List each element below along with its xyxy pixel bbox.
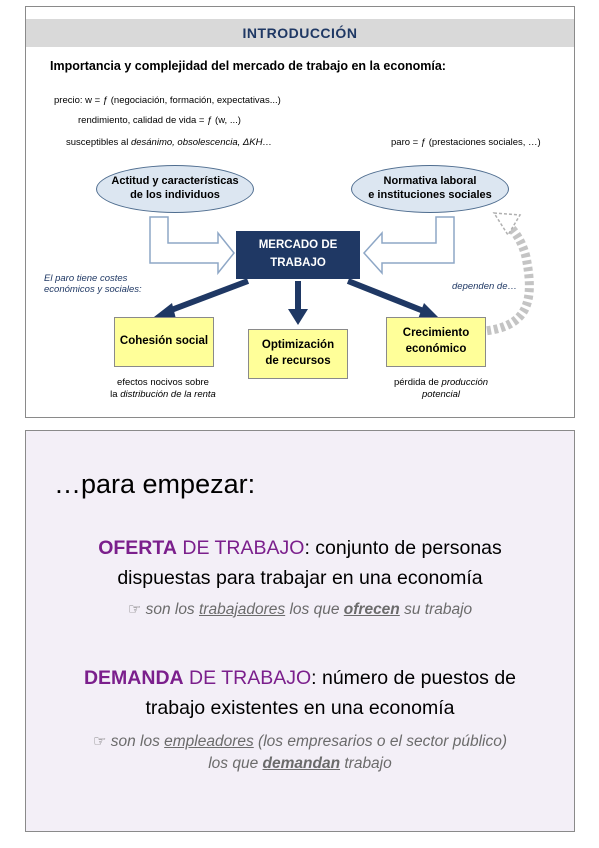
mercado-de-trabajo-box — [236, 231, 360, 279]
demanda-key: DEMANDA — [83, 667, 184, 689]
slide-para-empezar — [25, 430, 575, 832]
center-line1: MERCADO DE — [258, 239, 338, 252]
oferta-definition — [26, 533, 574, 593]
left-hollow-arrow — [150, 217, 234, 273]
demanda-sub-3: los que — [208, 755, 263, 772]
demanda-sub-2: (los empresarios o el sector público) — [253, 733, 508, 750]
caption-cohesion-line1: efectos nocivos sobre — [117, 377, 209, 388]
demanda-sub-1: son los — [106, 733, 165, 750]
demanda-de: DE TRABAJO — [183, 667, 312, 689]
caption-cohesion-italic: distribución de la renta — [120, 389, 216, 401]
caption-crecimiento-line2 — [371, 389, 511, 401]
right-hollow-arrow — [364, 217, 454, 273]
oferta-key: OFERTA — [98, 537, 177, 559]
box-crecimiento-line2: económico — [405, 343, 467, 355]
caption-cohesion-prefix: la — [110, 389, 121, 401]
caption-crecimiento-italic: producción — [441, 377, 489, 388]
susceptibles-prefix: susceptibles al — [66, 137, 131, 148]
caption-crecimiento — [371, 377, 511, 402]
demanda-sub-4: trabajo — [340, 755, 392, 772]
demanda-line2: trabajo existentes en una economía — [145, 697, 455, 719]
oferta-sub-3: su trabajo — [399, 601, 473, 618]
ellipse-actitud-line1: Actitud y características — [111, 175, 239, 188]
demanda-rest: : número de puestos de — [311, 667, 517, 689]
rendimiento-line: rendimiento, calidad de vida = ƒ (w, ...) — [78, 115, 241, 126]
slide-header: INTRODUCCIÓN — [26, 19, 574, 47]
arrow-to-crecimiento — [348, 281, 426, 312]
ellipse-actitud — [96, 165, 254, 213]
caption-crecimiento-prefix: pérdida de — [393, 377, 442, 388]
arrow-to-cohesion — [166, 281, 248, 312]
feedback-dashed-arrow — [466, 221, 529, 332]
ellipse-normativa-line2: e instituciones sociales — [368, 189, 492, 201]
oferta-sub-trabajadores: trabajadores — [199, 601, 286, 618]
box-optimizacion-line2: de recursos — [265, 355, 331, 367]
oferta-de: DE TRABAJO — [176, 537, 305, 559]
oferta-sub-2: los que — [285, 601, 344, 618]
box-crecimiento-line1: Crecimiento — [402, 327, 470, 340]
slide2-title: …para empezar: — [54, 469, 256, 499]
note-paro-line1: El paro tiene costes — [44, 273, 128, 284]
box-cohesion-social — [114, 317, 214, 367]
demanda-subnote — [26, 731, 574, 775]
demanda-sub-line1 — [26, 731, 574, 753]
demanda-sub-line2 — [26, 753, 574, 775]
susceptibles-italic: desánimo, obsolescencia, ΔKH… — [130, 137, 272, 148]
box-optimizacion-line1: Optimización — [261, 339, 335, 352]
box-cohesion-label: Cohesión social — [119, 335, 209, 348]
note-paro-line2: económicos y sociales: — [44, 284, 142, 295]
slide-introduccion — [25, 6, 575, 418]
oferta-sub-1: son los — [141, 601, 199, 618]
oferta-sub-ofrecen: ofrecen — [343, 601, 400, 618]
box-crecimiento — [386, 317, 486, 367]
demanda-line1 — [26, 663, 574, 693]
box-optimizacion — [248, 329, 348, 379]
hand-pointing-icon: ☞ — [127, 601, 142, 618]
ellipse-actitud-line2: de los individuos — [130, 189, 220, 201]
caption-cohesion — [88, 377, 238, 402]
note-paro — [44, 273, 142, 295]
oferta-line2: dispuestas para trabajar en una economía — [117, 567, 483, 589]
caption-crecimiento-line1 — [371, 377, 511, 389]
center-line2: TRABAJO — [270, 257, 326, 269]
demanda-sub-empleadores: empleadores — [164, 733, 254, 750]
demanda-sub-demandan: demandan — [262, 755, 341, 772]
note-dependen: dependen de… — [452, 281, 517, 292]
hand-pointing-icon: ☞ — [92, 733, 107, 750]
ellipse-normativa — [351, 165, 509, 213]
ellipse-normativa-line1: Normativa laboral — [383, 175, 477, 188]
oferta-rest: : conjunto de personas — [304, 537, 502, 559]
paro-line: paro = ƒ (prestaciones sociales, …) — [391, 137, 541, 148]
demanda-definition — [26, 663, 574, 723]
oferta-subnote — [26, 599, 574, 621]
caption-crecimiento-italic2: potencial — [421, 389, 461, 401]
oferta-line1 — [26, 533, 574, 563]
slide-subtitle: Importancia y complejidad del mercado de trabajo en la economía: — [50, 59, 446, 73]
precio-line: precio: w = ƒ (negociación, formación, expectativas...) — [54, 95, 281, 106]
caption-cohesion-line2 — [88, 389, 238, 401]
